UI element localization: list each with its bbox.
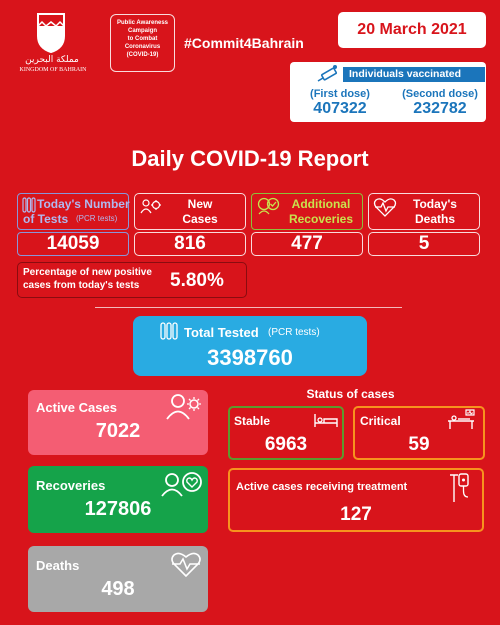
new-cases-label-2: Cases <box>182 212 218 226</box>
stable-label: Stable <box>234 414 271 428</box>
deaths-value: 5 <box>418 233 430 254</box>
campaign-line: (COVID-19) <box>126 52 159 58</box>
total-tested-label: Total Tested <box>184 325 259 340</box>
treatment-value: 127 <box>340 504 372 525</box>
recoveries-label-2: Recoveries <box>288 212 354 226</box>
tests-label: Today's Number <box>37 197 130 211</box>
first-dose-value: 407322 <box>313 100 367 117</box>
section-divider <box>95 307 402 308</box>
recovery-icon <box>256 197 280 215</box>
active-cases-label: Active Cases <box>36 400 117 415</box>
critical-label: Critical <box>360 414 401 428</box>
campaign-line: Campaign <box>127 28 157 34</box>
arabic-name: مملكة البحرين <box>25 55 79 65</box>
heartbeat-icon <box>373 197 397 217</box>
bed-icon <box>314 412 338 428</box>
positivity-label-2: cases from today's tests <box>23 280 140 291</box>
positivity-label: Percentage of new positive <box>23 267 152 278</box>
heartbeat-icon <box>170 551 202 577</box>
virus-person-icon <box>140 198 162 214</box>
recoveries-value: 477 <box>291 233 323 254</box>
campaign-line: Public Awareness <box>116 20 169 26</box>
campaign-line: Coronavirus <box>124 44 161 50</box>
active-cases-value: 7022 <box>95 420 141 442</box>
tests-label-2: of Tests <box>23 212 69 226</box>
bahrain-emblem <box>34 12 68 54</box>
recovery-icon <box>160 471 204 497</box>
critical-value: 59 <box>408 434 430 455</box>
deaths-total-label: Deaths <box>36 558 80 573</box>
total-tested-sub: (PCR tests) <box>268 327 320 338</box>
tests-value: 14059 <box>46 233 100 254</box>
second-dose-label: (Second dose) <box>402 88 478 100</box>
first-dose-label: (First dose) <box>310 88 370 100</box>
person-virus-icon <box>164 392 202 420</box>
campaign-line: to Combat <box>127 36 158 42</box>
recoveries-label: Additional <box>291 197 351 211</box>
campaign-badge <box>110 14 175 72</box>
hashtag: #Commit4Bahrain <box>184 35 304 51</box>
stable-value: 6963 <box>264 434 308 455</box>
new-cases-value: 816 <box>174 233 206 254</box>
report-date: 20 March 2021 <box>357 21 467 38</box>
deaths-label-2: Deaths <box>414 212 455 226</box>
icu-bed-icon <box>446 409 476 431</box>
positivity-value: 5.80% <box>170 270 224 291</box>
page-title: Daily COVID-19 Report <box>131 146 369 171</box>
test-tube-icon <box>160 322 178 342</box>
iv-drip-icon <box>448 471 474 503</box>
second-dose-value: 232782 <box>413 100 467 117</box>
recoveries-total-value: 127806 <box>84 498 152 520</box>
emblem-icon <box>34 12 68 54</box>
deaths-total-value: 498 <box>101 578 135 600</box>
kingdom-name: KINGDOM OF BAHRAIN <box>19 67 87 73</box>
new-cases-label: New <box>187 197 213 211</box>
tests-label-sub: (PCR tests) <box>76 214 118 223</box>
vaccination-title: Individuals vaccinated <box>349 68 462 80</box>
treatment-label: Active cases receiving treatment <box>236 481 408 493</box>
syringe-icon <box>316 63 340 83</box>
total-tested-value: 3398760 <box>207 345 293 370</box>
deaths-label: Today's <box>413 197 457 211</box>
status-title: Status of cases <box>306 387 395 401</box>
recoveries-total-label: Recoveries <box>36 478 106 493</box>
